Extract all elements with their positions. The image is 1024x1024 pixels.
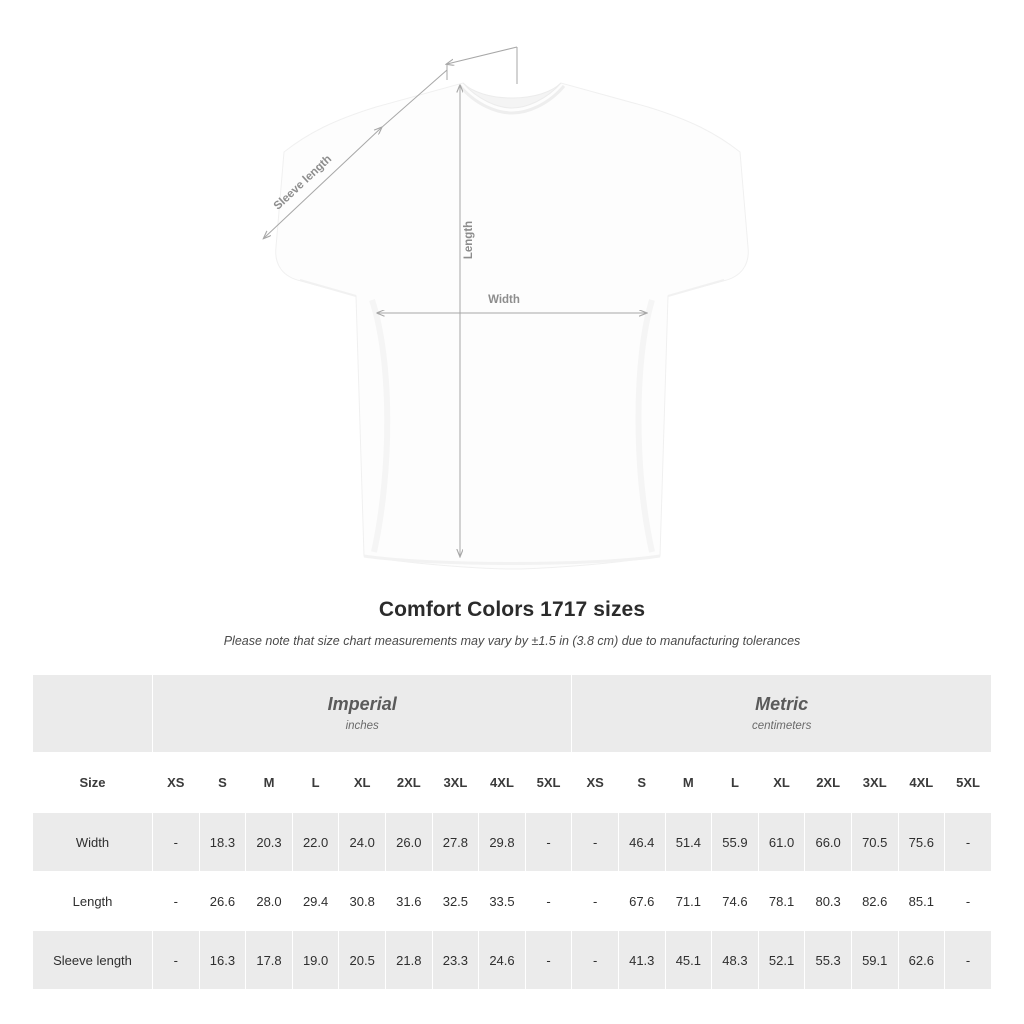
cell-length-imperial-4xl: 33.5 (479, 872, 526, 931)
cell-length-metric-2xl: 80.3 (805, 872, 852, 931)
cell-length-imperial-m: 28.0 (246, 872, 293, 931)
table-row (33, 872, 992, 931)
size-header-label: Size (33, 753, 153, 813)
row-label-sleeve-length: Sleeve length (33, 931, 153, 990)
size-header-metric-xs: XS (572, 753, 619, 813)
cell-sleeve-imperial-4xl: 24.6 (479, 931, 526, 990)
cell-width-imperial-s: 18.3 (199, 813, 246, 872)
cell-width-imperial-2xl: 26.0 (385, 813, 432, 872)
cell-width-imperial-xs: - (153, 813, 200, 872)
size-header-imperial-xs: XS (153, 753, 200, 813)
cell-length-imperial-3xl: 32.5 (432, 872, 479, 931)
length-label: Length (463, 220, 475, 260)
table-row (33, 931, 992, 990)
cell-width-metric-2xl: 66.0 (805, 813, 852, 872)
cell-width-metric-xs: - (572, 813, 619, 872)
size-header-metric-m: M (665, 753, 712, 813)
cell-length-imperial-xl: 30.8 (339, 872, 386, 931)
size-header-metric-xl: XL (758, 753, 805, 813)
cell-sleeve-metric-s: 41.3 (618, 931, 665, 990)
cell-sleeve-metric-5xl: - (945, 931, 992, 990)
cell-length-imperial-xs: - (153, 872, 200, 931)
cell-sleeve-metric-xl: 52.1 (758, 931, 805, 990)
cell-width-metric-3xl: 70.5 (851, 813, 898, 872)
unit-name-metric: Metric (755, 694, 809, 715)
width-label: Width (488, 294, 520, 306)
cell-length-imperial-2xl: 31.6 (385, 872, 432, 931)
unit-header-metric (572, 675, 992, 753)
cell-length-metric-5xl: - (945, 872, 992, 931)
cell-width-metric-xl: 61.0 (758, 813, 805, 872)
cell-width-metric-l: 55.9 (712, 813, 759, 872)
cell-width-metric-4xl: 75.6 (898, 813, 945, 872)
size-header-metric-5xl: 5XL (945, 753, 992, 813)
row-label-width: Width (33, 813, 153, 872)
size-table-container (32, 674, 992, 990)
cell-width-imperial-l: 22.0 (292, 813, 339, 872)
size-header-imperial-2xl: 2XL (385, 753, 432, 813)
page-title: Comfort Colors 1717 sizes (378, 598, 646, 621)
cell-length-metric-xl: 78.1 (758, 872, 805, 931)
unit-header-spacer (33, 675, 153, 753)
tolerance-note: Please note that size chart measurements may vary by ±1.5 in (3.8 cm) due to manufacturing tolerances (223, 634, 801, 648)
cell-sleeve-metric-4xl: 62.6 (898, 931, 945, 990)
unit-name-imperial: Imperial (327, 694, 397, 715)
cell-sleeve-metric-xs: - (572, 931, 619, 990)
cell-sleeve-imperial-xs: - (153, 931, 200, 990)
cell-width-metric-s: 46.4 (618, 813, 665, 872)
cell-width-metric-m: 51.4 (665, 813, 712, 872)
size-header-metric-s: S (618, 753, 665, 813)
sleeve-length-label: Sleeve length (271, 153, 335, 213)
cell-length-metric-3xl: 82.6 (851, 872, 898, 931)
size-header-metric-2xl: 2XL (805, 753, 852, 813)
cell-length-metric-xs: - (572, 872, 619, 931)
size-header-imperial-4xl: 4XL (479, 753, 526, 813)
cell-sleeve-metric-m: 45.1 (665, 931, 712, 990)
cell-sleeve-imperial-l: 19.0 (292, 931, 339, 990)
cell-length-metric-4xl: 85.1 (898, 872, 945, 931)
size-header-imperial-s: S (199, 753, 246, 813)
unit-header-imperial (153, 675, 572, 753)
cell-sleeve-imperial-s: 16.3 (199, 931, 246, 990)
unit-header-row (33, 675, 992, 753)
cell-sleeve-metric-l: 48.3 (712, 931, 759, 990)
size-header-metric-4xl: 4XL (898, 753, 945, 813)
cell-width-metric-5xl: - (945, 813, 992, 872)
size-header-imperial-3xl: 3XL (432, 753, 479, 813)
cell-length-imperial-l: 29.4 (292, 872, 339, 931)
cell-width-imperial-5xl: - (525, 813, 572, 872)
cell-sleeve-imperial-xl: 20.5 (339, 931, 386, 990)
cell-sleeve-imperial-2xl: 21.8 (385, 931, 432, 990)
cell-sleeve-imperial-5xl: - (525, 931, 572, 990)
title-block (0, 598, 1024, 648)
cell-length-imperial-s: 26.6 (199, 872, 246, 931)
cell-length-imperial-5xl: - (525, 872, 572, 931)
cell-width-imperial-3xl: 27.8 (432, 813, 479, 872)
size-table (32, 674, 992, 990)
size-header-imperial-5xl: 5XL (525, 753, 572, 813)
tshirt-shape (276, 83, 749, 569)
unit-sub-imperial: inches (345, 719, 379, 732)
cell-length-metric-s: 67.6 (618, 872, 665, 931)
cell-length-metric-l: 74.6 (712, 872, 759, 931)
size-header-imperial-l: L (292, 753, 339, 813)
size-header-row (33, 753, 992, 813)
size-header-imperial-xl: XL (339, 753, 386, 813)
unit-sub-metric: centimeters (751, 719, 812, 732)
row-label-length: Length (33, 872, 153, 931)
table-row (33, 813, 992, 872)
cell-length-metric-m: 71.1 (665, 872, 712, 931)
cell-sleeve-imperial-3xl: 23.3 (432, 931, 479, 990)
size-header-metric-l: L (712, 753, 759, 813)
cell-sleeve-metric-2xl: 55.3 (805, 931, 852, 990)
size-header-metric-3xl: 3XL (851, 753, 898, 813)
cell-sleeve-metric-3xl: 59.1 (851, 931, 898, 990)
cell-width-imperial-4xl: 29.8 (479, 813, 526, 872)
cell-width-imperial-xl: 24.0 (339, 813, 386, 872)
cell-width-imperial-m: 20.3 (246, 813, 293, 872)
size-header-imperial-m: M (246, 753, 293, 813)
cell-sleeve-imperial-m: 17.8 (246, 931, 293, 990)
